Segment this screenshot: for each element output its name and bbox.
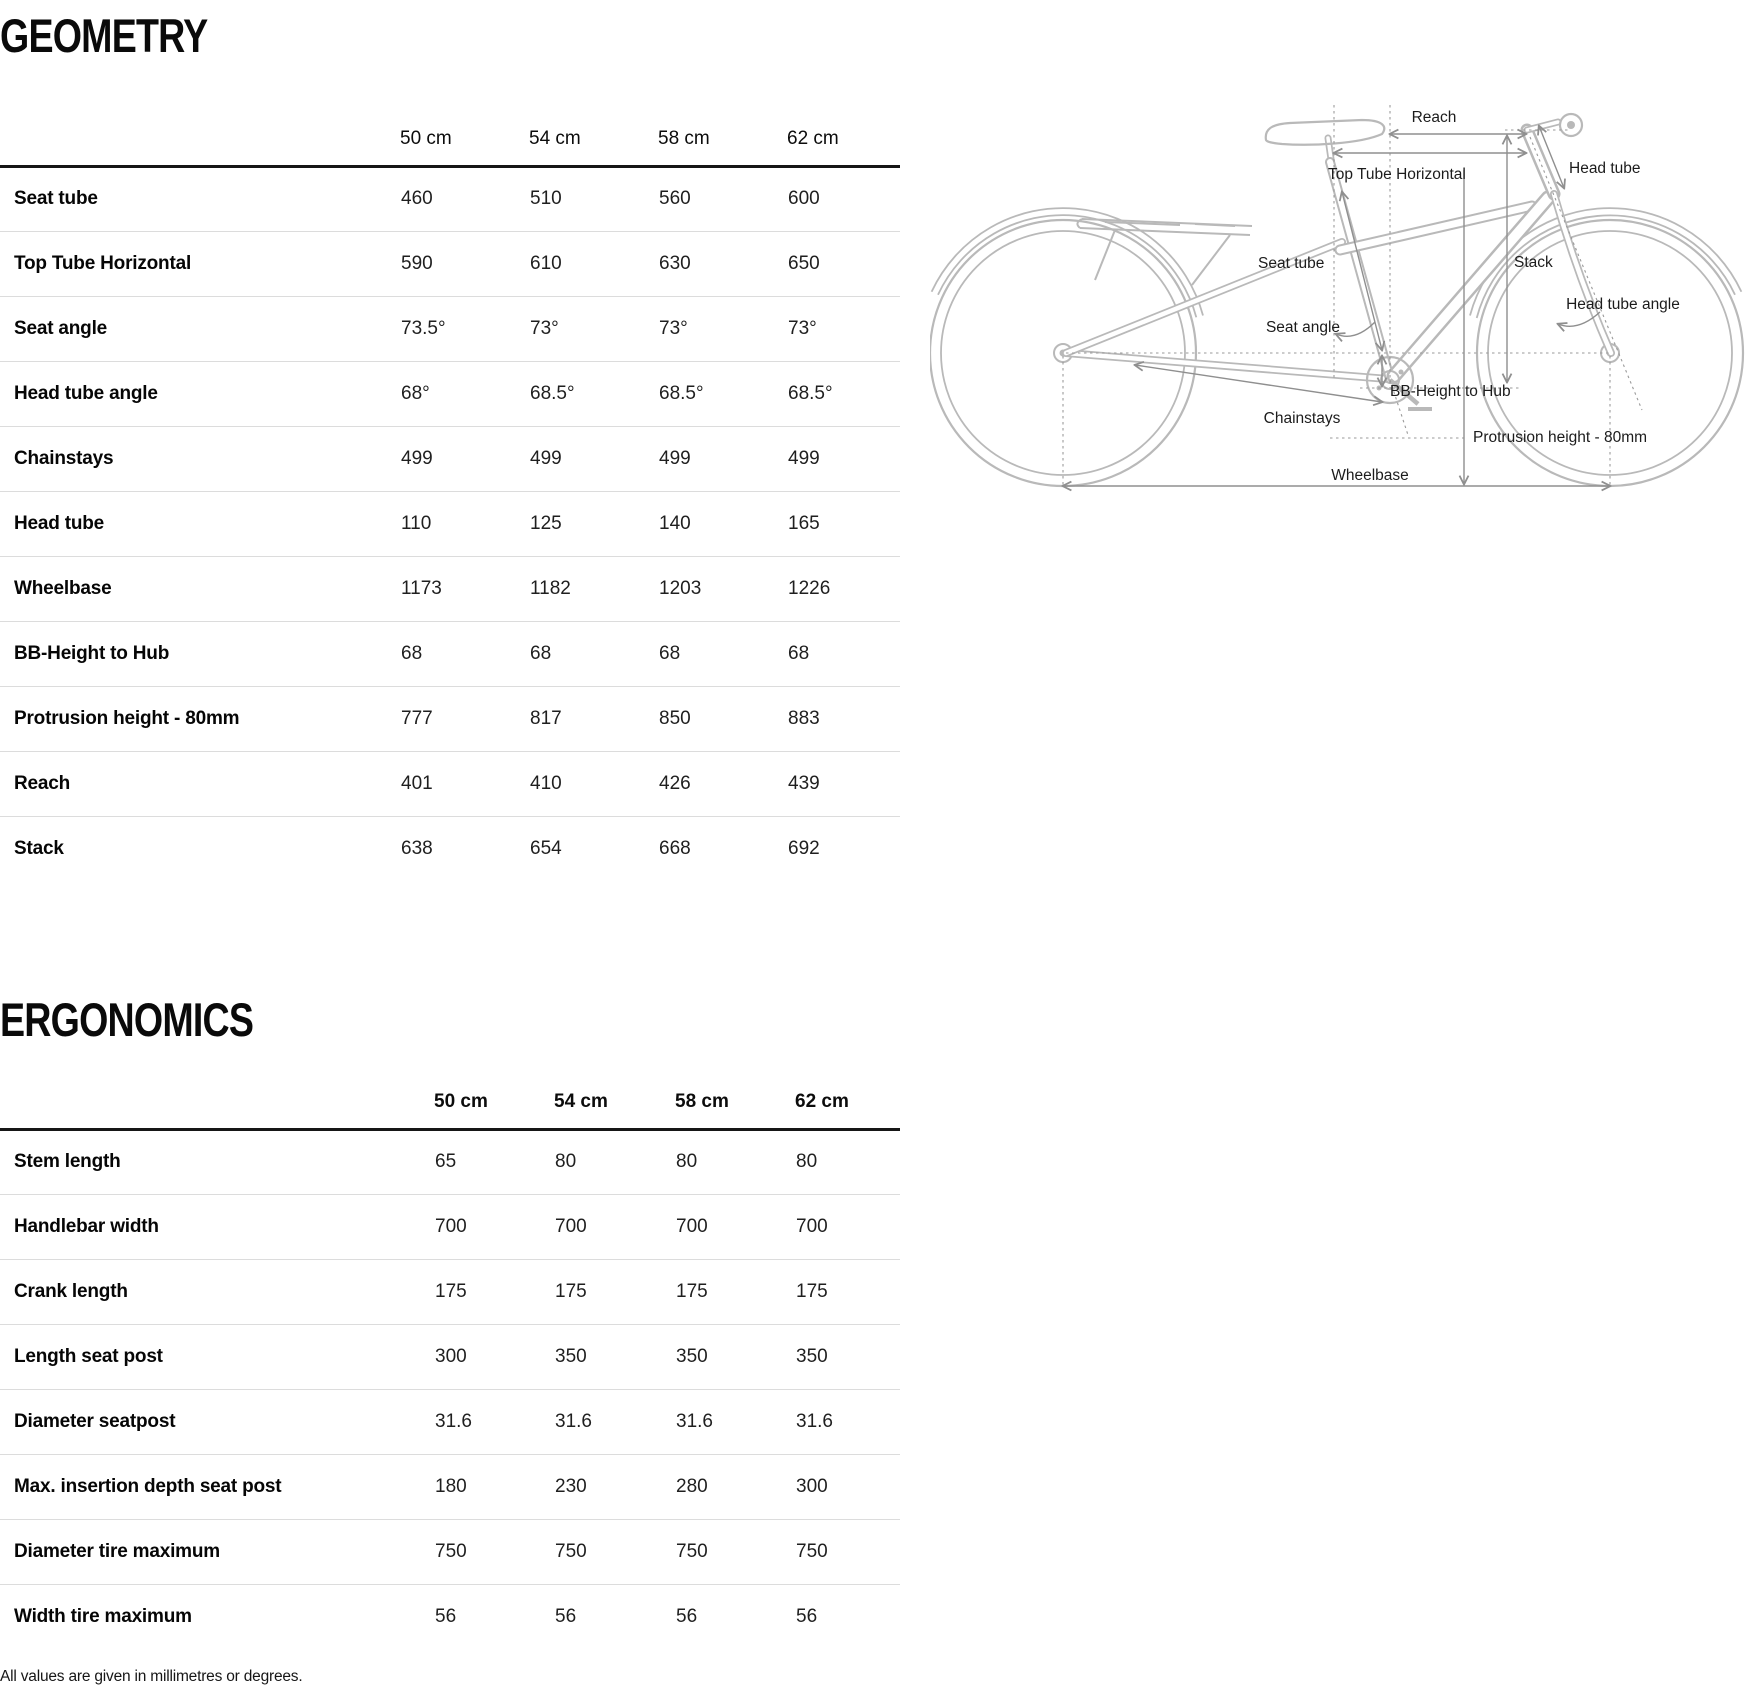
spec-row-label: BB-Height to Hub <box>14 642 170 664</box>
spec-value-cell: 68° <box>401 382 430 404</box>
spec-value-cell: 31.6 <box>555 1410 592 1432</box>
spec-value-cell: 73° <box>788 317 817 339</box>
spec-value-cell: 68.5° <box>659 382 704 404</box>
spec-value-cell: 750 <box>435 1540 467 1562</box>
spec-value-cell: 630 <box>659 252 691 274</box>
spec-value-cell: 280 <box>676 1475 708 1497</box>
size-column-header: 62 cm <box>795 1058 900 1129</box>
spec-value-cell: 350 <box>555 1345 587 1367</box>
spec-value-cell: 401 <box>401 772 433 794</box>
spec-value-cell: 883 <box>788 707 820 729</box>
spec-row <box>0 1389 900 1454</box>
spec-value-cell: 68 <box>659 642 681 664</box>
diagram-label-top-tube-horizontal: Top Tube Horizontal <box>1328 166 1466 183</box>
spec-row <box>0 491 900 556</box>
spec-row <box>0 556 900 621</box>
spec-row <box>0 361 900 426</box>
spec-value-cell: 650 <box>788 252 820 274</box>
spec-value-cell: 590 <box>401 252 433 274</box>
diagram-label-wheelbase: Wheelbase <box>1331 467 1409 484</box>
spec-value-cell: 560 <box>659 188 691 209</box>
spec-value-cell: 31.6 <box>796 1410 833 1432</box>
spec-value-cell: 56 <box>435 1605 457 1627</box>
spec-value-cell: 692 <box>788 837 820 859</box>
spec-value-cell: 654 <box>530 837 562 859</box>
spec-value-cell: 175 <box>796 1280 828 1302</box>
spec-row <box>0 751 900 816</box>
spec-value-cell: 499 <box>659 447 691 469</box>
spec-value-cell: 350 <box>796 1345 828 1367</box>
geometry-title: GEOMETRY <box>0 9 208 62</box>
spec-value-cell: 777 <box>401 707 433 729</box>
spec-value-cell: 499 <box>401 447 433 469</box>
spec-value-cell: 300 <box>435 1345 467 1367</box>
size-column-header: 54 cm <box>554 1058 675 1129</box>
spec-value-cell: 175 <box>676 1280 708 1302</box>
spec-value-cell: 510 <box>530 188 562 209</box>
size-column-header: 58 cm <box>675 1058 795 1129</box>
spec-row <box>0 1129 900 1194</box>
spec-value-cell: 73.5° <box>401 317 446 339</box>
spec-value-cell: 65 <box>435 1151 457 1172</box>
spec-value-cell: 175 <box>555 1280 587 1302</box>
spec-value-cell: 56 <box>676 1605 698 1627</box>
spec-value-cell: 31.6 <box>435 1410 472 1432</box>
spec-row <box>0 231 900 296</box>
spec-value-cell: 426 <box>659 772 691 794</box>
spec-row-label: Protrusion height - 80mm <box>14 707 240 729</box>
diagram-label-chainstays: Chainstays <box>1263 410 1341 427</box>
size-column-header: 50 cm <box>434 1058 554 1129</box>
diagram-label-seat-angle: Seat angle <box>1265 319 1341 336</box>
spec-value-cell: 1182 <box>530 577 571 599</box>
spec-value-cell: 410 <box>530 772 562 794</box>
spec-row-label: Top Tube Horizontal <box>14 252 192 274</box>
spec-row-label: Wheelbase <box>14 577 112 599</box>
spec-row <box>0 816 900 881</box>
spec-row <box>0 426 900 491</box>
spec-row-label: Width tire maximum <box>14 1605 192 1627</box>
spec-value-cell: 1203 <box>659 577 702 599</box>
spec-row <box>0 1324 900 1389</box>
spec-row-label: Crank length <box>14 1280 128 1302</box>
spec-value-cell: 68.5° <box>530 382 575 404</box>
spec-value-cell: 499 <box>788 447 820 469</box>
diagram-label-head-tube: Head tube <box>1569 160 1641 177</box>
spec-value-cell: 850 <box>659 707 691 729</box>
rear-rack-icon <box>1077 219 1252 285</box>
ergonomics-table <box>0 1058 900 1649</box>
spec-row-label: Diameter tire maximum <box>14 1540 220 1562</box>
spec-value-cell: 610 <box>530 252 562 274</box>
spec-value-cell: 700 <box>676 1215 708 1237</box>
spec-row-label: Length seat post <box>14 1345 163 1367</box>
spec-row-label: Max. insertion depth seat post <box>14 1475 282 1497</box>
spec-row-label: Chainstays <box>14 447 114 469</box>
spec-row <box>0 1454 900 1519</box>
footer-note: All values are given in millimetres or degrees. <box>0 1668 303 1685</box>
handlebar-icon <box>1560 114 1582 136</box>
spec-value-cell: 68 <box>788 642 810 664</box>
spec-row-label: Stem length <box>14 1151 121 1172</box>
size-column-header: 62 cm <box>787 95 900 166</box>
spec-value-cell: 73° <box>659 317 688 339</box>
spec-row <box>0 1519 900 1584</box>
spec-value-cell: 68 <box>530 642 552 664</box>
diagram-label-stack: Stack <box>1514 254 1553 271</box>
spec-value-cell: 68 <box>401 642 423 664</box>
spec-row-label: Seat tube <box>14 188 98 209</box>
spec-value-cell: 68.5° <box>788 382 833 404</box>
spec-row <box>0 166 900 231</box>
spec-value-cell: 300 <box>796 1475 828 1497</box>
spec-row-label: Diameter seatpost <box>14 1410 176 1432</box>
spec-value-cell: 817 <box>530 707 562 729</box>
spec-value-cell: 165 <box>788 512 820 534</box>
spec-value-cell: 638 <box>401 837 433 859</box>
diagram-label-head-tube-angle: Head tube angle <box>1566 296 1680 313</box>
spec-value-cell: 125 <box>530 512 562 534</box>
spec-row-label: Head tube angle <box>14 382 158 404</box>
spec-value-cell: 350 <box>676 1345 708 1367</box>
spec-value-cell: 1226 <box>788 577 831 599</box>
spec-value-cell: 56 <box>796 1605 818 1627</box>
spec-value-cell: 1173 <box>401 577 442 599</box>
spec-value-cell: 80 <box>796 1151 818 1172</box>
diagram-label-reach: Reach <box>1411 109 1457 126</box>
diagram-label-seat-tube: Seat tube <box>1258 255 1325 272</box>
spec-row <box>0 296 900 361</box>
ergonomics-title: ERGONOMICS <box>0 993 254 1046</box>
spec-value-cell: 668 <box>659 837 691 859</box>
spec-value-cell: 110 <box>401 512 432 534</box>
size-column-header: 58 cm <box>658 95 787 166</box>
spec-row <box>0 686 900 751</box>
spec-value-cell: 499 <box>530 447 562 469</box>
spec-value-cell: 700 <box>796 1215 828 1237</box>
spec-row <box>0 1584 900 1649</box>
spec-value-cell: 80 <box>555 1151 577 1172</box>
spec-value-cell: 750 <box>555 1540 587 1562</box>
spec-value-cell: 175 <box>435 1280 467 1302</box>
size-column-header: 50 cm <box>400 95 529 166</box>
diagram-label-bb-height-to-hub: BB-Height to Hub <box>1390 383 1511 400</box>
spec-value-cell: 600 <box>788 188 820 209</box>
spec-row-label: Reach <box>14 772 71 794</box>
spec-row-label: Seat angle <box>14 317 108 339</box>
spec-value-cell: 180 <box>435 1475 467 1497</box>
spec-value-cell: 56 <box>555 1605 577 1627</box>
spec-row <box>0 621 900 686</box>
diagram-label-protrusion-height: Protrusion height - 80mm <box>1473 429 1648 446</box>
spec-row <box>0 1259 900 1324</box>
spec-value-cell: 73° <box>530 317 559 339</box>
geometry-corner-cell <box>0 95 400 166</box>
spec-value-cell: 700 <box>435 1215 467 1237</box>
spec-value-cell: 80 <box>676 1151 698 1172</box>
size-column-header: 54 cm <box>529 95 658 166</box>
spec-row-label: Handlebar width <box>14 1215 159 1237</box>
spec-row-label: Head tube <box>14 512 105 534</box>
spec-value-cell: 460 <box>401 188 433 209</box>
spec-value-cell: 31.6 <box>676 1410 713 1432</box>
bike-geometry-diagram <box>930 80 1764 500</box>
spec-value-cell: 700 <box>555 1215 587 1237</box>
spec-row-label: Stack <box>14 837 64 859</box>
spec-value-cell: 230 <box>555 1475 587 1497</box>
spec-value-cell: 750 <box>796 1540 828 1562</box>
spec-value-cell: 439 <box>788 772 820 794</box>
spec-value-cell: 140 <box>659 512 691 534</box>
spec-value-cell: 750 <box>676 1540 708 1562</box>
rear-wheel-icon <box>930 208 1203 486</box>
ergonomics-corner-cell <box>0 1058 434 1129</box>
spec-row <box>0 1194 900 1259</box>
geometry-table <box>0 95 900 881</box>
